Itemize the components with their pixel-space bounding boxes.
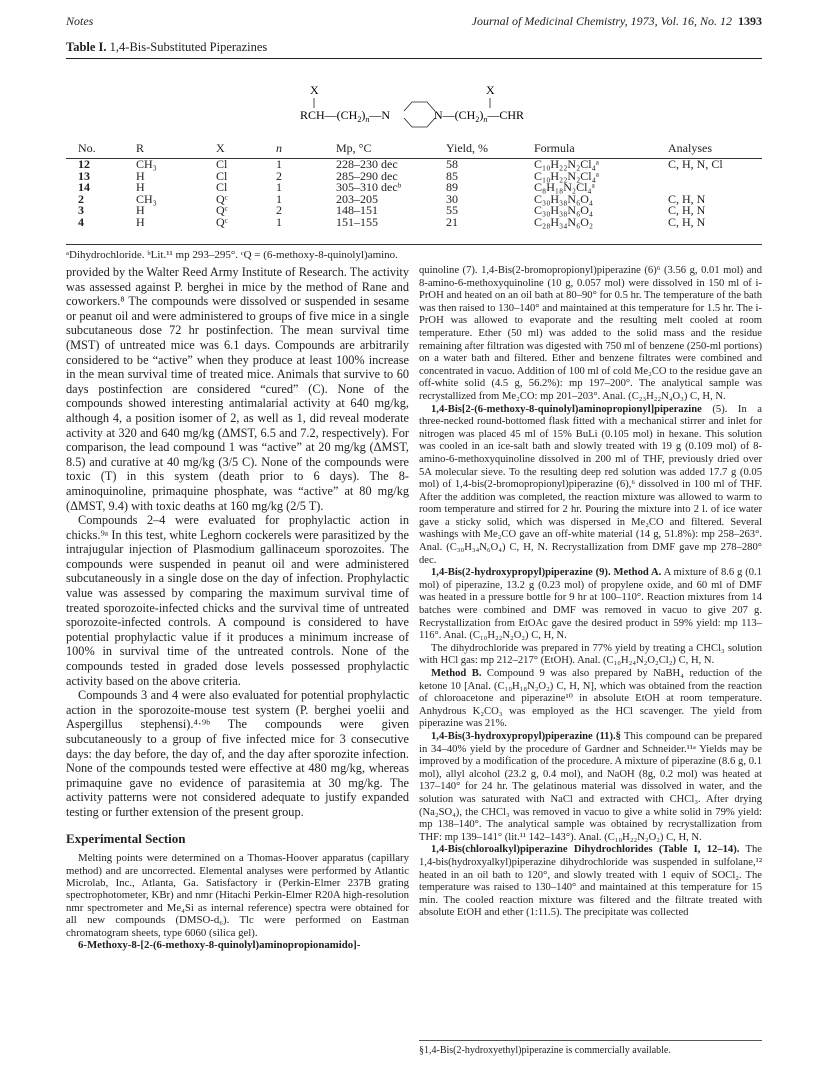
right-paragraph-2 [419, 404, 762, 568]
left-column [66, 265, 409, 951]
table-cell: 14 [78, 180, 90, 195]
table-cell: 1 [276, 191, 282, 206]
col-header-analyses: Analyses [668, 141, 712, 155]
table-cell: 228–230 dec [336, 157, 398, 171]
table-cell: C₃₀H₃₈N₆O₄ [534, 191, 594, 206]
table-cell: H [136, 214, 145, 229]
struct-x-right: X [486, 84, 495, 97]
struct-left-sub: 2 [357, 115, 362, 124]
table-cell: 89 [446, 180, 458, 195]
left-paragraph-4: Melting points were determined on a Thomas-Hoover apparatus (capillary method) and are uncorrected. Elemental analyses were performed by Atlantic Microlab, Inc., Atlanta, Ga. Satisfactory ir (Perkin-Elmer 237B grating spectrophotometer, KBr) and nmr (Hitachi Perkin-Elmer R20A high-resolution nmr spectrometer and Me₄Si as internal reference) spectra were obtained for all new compounds (DMSO-d₆). Tlc were performed on Eastman chromatogram sheets, type 6060 (silica gel). [66, 852, 409, 939]
table-cell: H [136, 168, 145, 183]
table-cell: C₂₈H₃₄N₆O₂ [534, 214, 594, 229]
table-row [66, 205, 762, 217]
struct-right-end: —CHR [487, 108, 525, 122]
struct-right-start: N—(CH [434, 108, 476, 122]
col-header-n: n [276, 141, 282, 155]
right-paragraph-7-text: The 1,4-bis(hydroxyalkyl)piperazine dihydrochloride was suspended in sulfolane,¹² heated in an oil bath to 120°, and slowly treated with 1 equiv of SOCl₂. The temperature was raised to 130–140° and maintained at this temperature for 15 min. The cooled reaction mixture was filtered and the filtrate treated with absolute EtOH and ether (1:11.5). The precipitate was collected [419, 844, 762, 919]
left-paragraph-1: provided by the Walter Reed Army Institute of Research. The activity was assessed against P. berghei in mice by the method of Rane and coworkers.⁸ The compounds were dissolved or suspended in sesame or peanut oil and were administered to groups of five mice in a single subcutaneous dose 72 hr postinfection. The mean survival time (MST) of untreated mice was 6.1 days. Compounds are arbitrarily considered to be “active” when they produce at least 100% increase in the mean survival time of treated mice. Animals that survive to 60 days postinfection are considered “cured” (C). None of the compounds showed interesting antimalarial activity at 640 mg/kg, although 4, a position isomer of 2, as well as 1, did reveal moderate activity at 320 and 640 mg/kg (ΔMST, 6.5 and 7.2, respectively). For comparison, the lead compound 1 was “active” at 20 mg/kg (ΔMST, 8.5) and curative at 40 mg/kg (3/5 C). None of the compounds were toxic (T) in this system (death prior to 6 days). The 8-aminoquinoline, primaquine phosphate, was “active” at 80 mg/kg (ΔMST, 9.4) with toxic deaths at 160 mg/kg (2/5 T). [66, 265, 409, 513]
compound-9-heading: 1,4-Bis(2-hydroxypropyl)piperazine (9). Method A. [431, 567, 662, 579]
table-bottom-rule [66, 244, 762, 245]
table-cell: Cl [216, 180, 228, 195]
table-cell: Qᶜ [216, 191, 228, 206]
table-cell: 4 [78, 214, 84, 229]
table-header-row [66, 142, 762, 155]
running-header-journal [472, 14, 762, 29]
table-cell: 285–290 dec [336, 168, 398, 183]
compound-11-heading: 1,4-Bis(3-hydroxypropyl)piperazine (11).§ [431, 730, 621, 742]
table-cell: 3 [78, 203, 84, 218]
table-cell: 12 [78, 157, 90, 171]
table-cell: C, H, N, Cl [668, 157, 723, 171]
right-paragraph-7 [419, 844, 762, 920]
table-row [66, 217, 762, 229]
chloroalkyl-heading: 1,4-Bis(chloroalkyl)piperazine Dihydrochlorides (Table I, 12–14). [431, 844, 740, 856]
general-structure-diagram [300, 84, 560, 144]
journal-citation: Journal of Medicinal Chemistry, 1973, Vol. 16, No. 12 [471, 14, 732, 28]
col-header-formula: Formula [534, 141, 575, 155]
table-cell: Cl [216, 157, 228, 171]
table-label: Table I. [66, 40, 107, 54]
structure-svg [300, 84, 560, 144]
table-title [66, 40, 267, 55]
col-header-no: No. [78, 141, 96, 155]
table-cell: C, H, N [668, 191, 706, 206]
page-footnote: §1,4-Bis(2-hydroxyethyl)piperazine is commercially available. [419, 1040, 762, 1056]
table-footnote: ᵃDihydrochloride. ᵇLit.¹¹ mp 293–295°. ᶜQ = (6-methoxy-8-quinolyl)amino. [66, 249, 398, 261]
table-cell: C₈H₁₈N₂Cl₄ᵃ [534, 180, 595, 195]
struct-left-paren: ) [361, 108, 366, 122]
table-cell: 21 [446, 214, 458, 229]
right-paragraph-5-text: Compound 9 was also prepared by NaBH₄ reduction of the ketone 10 [Anal. (C₁₀H₁₈N₂O₂) C, H, N], which was obtained from the reaction of chloroacetone and piperazine¹⁰ in absolute EtOH at room temperature. Anhydrous K₂CO₃ was employed as the HCl scavenger. The yield from piperazine was 21%. [419, 668, 762, 730]
table-row [66, 182, 762, 194]
table-cell: C, H, N [668, 203, 706, 218]
table-cell: 55 [446, 203, 458, 218]
table-cell: CH₃ [136, 157, 157, 171]
table-cell: 2 [276, 203, 282, 218]
table-cell: H [136, 180, 145, 195]
table-cell: Qᶜ [216, 214, 228, 229]
right-paragraph-6-text: This compound can be prepared in 34–40% yield by the procedure of Gardner and Schneider.¹¹ᵃ Yields may be improved by a modification of the procedure. A mixture of piperazine (8.6 g, 0.1 mol), allyl alcohol (23.2 g, 0.4 mol), and NaOH (8g, 0.2 mol) was heated at 137–140° for 24 hr. The gelatinous material was dissolved in water, and the solution was saturated with NaCl and extracted with CHCl₃. After drying (Na₂SO₄), the CHCl₃ was removed in vacuo to give a white solid in 79% yield: mp 138–140°. The analytical sample was obtained by recrystallization from THF: mp 139–141° (lit.¹¹ 142–143°). Anal. (C₁₀H₂₂N₂O₂) C, H, N. [419, 730, 763, 843]
struct-right-paren: ) [479, 108, 484, 122]
table-caption: 1,4-Bis-Substituted Piperazines [109, 40, 268, 54]
table-cell: 151–155 [336, 214, 378, 229]
table-cell: C₁₀H₂₂N₂Cl₄ᵃ [534, 157, 600, 171]
method-b-heading: Method B. [431, 668, 482, 679]
table-top-rule [66, 58, 762, 59]
table-row [66, 194, 762, 206]
table-cell: 305–310 decᵇ [336, 180, 402, 195]
right-paragraph-2-text: (5). In a three-necked round-bottomed flask fitted with a mechanical stirrer and inlet for nitrogen was placed 45 ml of 15% BuLi (0.105 mol) in hexane. This solution was cooled in an ice-salt bath and slowly treated with 19 g (0.109 mol) of 8-amino-6-methoxyquinoline dissolved in 200 ml of THF, previously dried over 5A molecular sieve. To the resulting deep red solution was added 17.7 g (0.05 mol) of 1,4-bis(2-bromopropionyl)piperazine (6),⁶ dissolved in 100 ml of THF. After the addition was completed, the reaction mixture was allowed to warm to room temperature and stirred for 2 hr. Pouring the mixture into 2 l. of ice water gave a sticky solid, which was dispersed in Me₂CO and filtered. Several washings with Me₂CO gave an off-white material (14 g, 51.8%): mp 258–263°. Anal. (C₃₀H₃₄N₆O₄) C, H, N. Recrystallization from DMF gave mp 278–280° dec. [419, 403, 762, 566]
struct-left-group: RCH—(CH [300, 108, 358, 122]
right-paragraph-1 [419, 265, 762, 404]
left-paragraph-3: Compounds 3 and 4 were also evaluated for potential prophylactic action in the sporozoite-mouse test system (P. berghei yoelii and Aspergillus stephensi).⁴·⁹ᵇ The compounds were given subcutaneously to a group of five infected mice for 3 consecutive days: the day before, the day of, and the day after sporozite infection. None of the compounds tested were effective at 480 mg/kg, whereas primaquine gave no evidence of parasitemia at 30 mg/kg. The activity patterns were not considered adequate to justify expanded testing or further extension of the present group. [66, 688, 409, 819]
page-number: 1393 [738, 14, 762, 28]
struct-left-n: n [365, 115, 370, 124]
struct-right-n: n [483, 115, 488, 124]
right-column [419, 265, 762, 920]
table-cell: CH₃ [136, 191, 157, 206]
compound-5-heading: 1,4-Bis[2-(6-methoxy-8-quinolyl)aminopropionyl]piperazine [431, 403, 702, 415]
right-paragraph-3-text: A mixture of 8.6 g (0.1 mol) of piperazine, 13.2 g (0.23 mol) of propylene oxide, and 60 ml of DMF was heated in a pressure bottle for 9 hr at 100–110°. Reaction mixtures from 14 batches were combined and DMF was removed in vacuo to give 207 g. Recrystallization from EtOAc gave the desired product in 59% yield: mp 113–116°. Anal. (C₁₀H₂₂N₂O₂) C, H, N. [419, 567, 762, 642]
table-row [66, 171, 762, 183]
table-cell: Qᶜ [216, 203, 228, 218]
struct-right-sub: 2 [475, 115, 480, 124]
col-header-mp: Mp, °C [336, 141, 372, 155]
table-cell: 203–205 [336, 191, 378, 206]
struct-left-chain [300, 108, 390, 124]
table-cell: 2 [276, 168, 282, 183]
left-paragraph-2: Compounds 2–4 were evaluated for prophylactic action in chicks.⁹ᵃ In this test, white Leghorn cockerels were parasitized by the intrajugular injection of Plasmodium gallinaceum sporozoites. The compounds were suspended in peanut oil and were administered subcutaneously in a single dose on the day of infection. Prophylactic value was assessed by comparing the maximum survival time of treated sporozoite-infected chicks and the survival time of untreated sporozoite-infected controls. A compound is considered to have potential prophylactic value if it produces a minimum increase of 100% in survival time of the untreated controls. None of the compounds tested in graded dose levels possessed prophylactic activity based on the above criteria. [66, 513, 409, 688]
col-header-yield: Yield, % [446, 141, 488, 155]
running-header-section: Notes [66, 14, 94, 28]
col-header-r: R [136, 141, 145, 155]
table-row [66, 159, 762, 171]
table-cell: C, H, N [668, 214, 706, 229]
table-cell: C₁₀H₂₂N₂Cl₄ᵃ [534, 168, 600, 183]
table-cell: 58 [446, 157, 458, 171]
table-cell: 85 [446, 168, 458, 183]
table-cell: 1 [276, 180, 282, 195]
section-heading-experimental: Experimental Section [66, 830, 186, 846]
table-cell: 1 [276, 157, 282, 171]
right-paragraph-6 [419, 731, 762, 844]
table-cell: 1 [276, 214, 282, 229]
right-paragraph-1-text: quinoline (7). 1,4-Bis(2-bromopropionyl)piperazine (6)⁶ (3.56 g, 0.01 mol) and 8-amino-6-methoxyquinoline (10 g, 0.057 mol) were dissolved in 150 ml of i-PrOH and heated on an oil bath at 80–90° for 0.5 hr. The temperature of the bath was then raised to 130–140° and maintained at this temperature for 1.5 hr. The i-PrOH was allowed to evaporate and the resulting melt cooled at room temperature. Ether (50 ml) was added to the solid mass and the residue remaining after filtration was digested with 750 ml of benzene (250-ml portions) on a water bath and filtered. Ether and benzene filtrates were combined and concentrated in vacuo. Addition of 100 ml of cold Me₂CO to the residue gave an off-white solid (4.5 g, 56.2%): mp 197–200°. The analytical sample was recrystallized from Me₂CO: mp 201–203°. Anal. (C₂₃H₂₂N₄O₃) C, H, N. [419, 265, 762, 402]
table-cell [646, 171, 762, 183]
table-body [66, 159, 762, 229]
table-cell: H [136, 203, 145, 218]
struct-right-chain [434, 108, 524, 124]
table-cell: 2 [78, 191, 84, 206]
piperazine-table [66, 142, 762, 229]
table-cell: 13 [78, 168, 90, 183]
table-cell: Cl [216, 168, 228, 183]
col-header-x: X [216, 141, 225, 155]
struct-left-end: —N [369, 108, 391, 122]
piperazine-ring [404, 102, 435, 127]
right-paragraph-4: The dihydrochloride was prepared in 77% yield by treating a CHCl₃ solution with HCl gas: mp 212–217° (EtOH). Anal. (C₁₀H₂₄N₂O₂Cl₂) C, H, N. [419, 642, 762, 667]
right-paragraph-5 [419, 668, 762, 731]
table-cell: 148–151 [336, 203, 378, 218]
table-cell: C₃₀H₃₈N₆O₄ [534, 203, 594, 218]
compound-7-heading: 6-Methoxy-8-[2-(6-methoxy-8-quinolyl)aminopropionamido]- [78, 939, 361, 951]
struct-x-left: X [310, 84, 319, 97]
table-cell: 30 [446, 191, 458, 206]
right-paragraph-3 [419, 567, 762, 643]
